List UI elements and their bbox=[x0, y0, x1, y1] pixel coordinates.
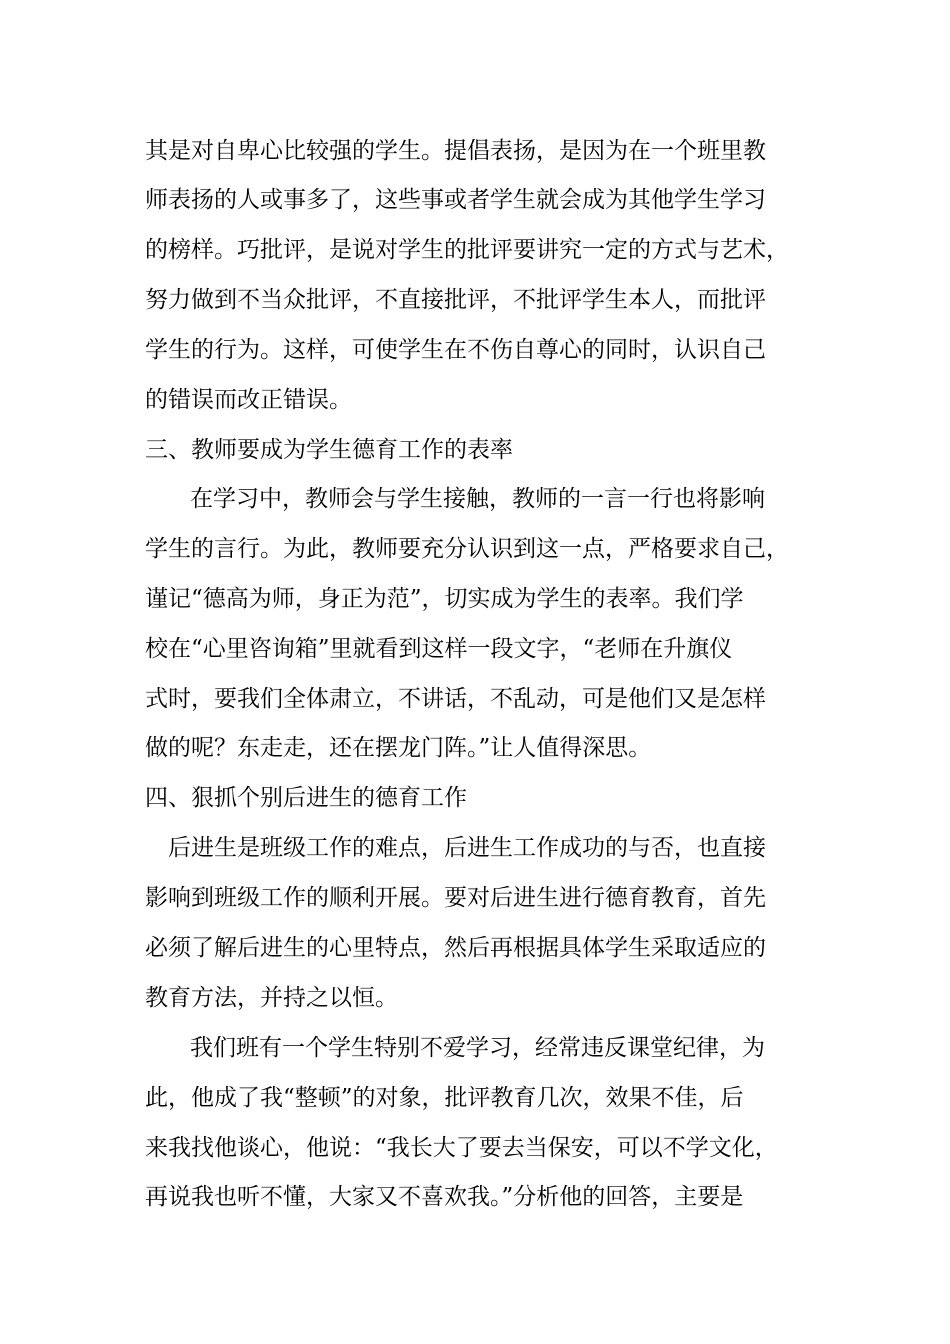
paragraph-line: 我们班有一个学生特别不爱学习，经常违反课堂纪律，为 bbox=[190, 1035, 765, 1061]
section-heading: 三、教师要成为学生德育工作的表率 bbox=[145, 437, 513, 463]
paragraph-line: 谨记“德高为师，身正为范”，切实成为学生的表率。我们学 bbox=[145, 586, 744, 612]
paragraph-line: 此，他成了我“整顿”的对象，批评教育几次，效果不佳，后 bbox=[145, 1085, 744, 1111]
paragraph-line: 努力做到不当众批评，不直接批评，不批评学生本人，而批评 bbox=[145, 287, 766, 313]
paragraph-line: 校在“心里咨询箱”里就看到这样一段文字，“老师在升旗仪 bbox=[145, 636, 733, 662]
section-heading: 四、狠抓个别后进生的德育工作 bbox=[145, 785, 467, 811]
paragraph-line: 影响到班级工作的顺利开展。要对后进生进行德育教育，首先 bbox=[145, 885, 766, 911]
paragraph-line: 师表扬的人或事多了，这些事或者学生就会成为其他学生学习 bbox=[145, 187, 766, 213]
paragraph-line: 学生的行为。这样，可使学生在不伤自尊心的同时，认识自己 bbox=[145, 337, 766, 363]
paragraph-line: 式时，要我们全体肃立，不讲话，不乱动，可是他们又是怎样 bbox=[145, 686, 766, 712]
paragraph-line: 来我找他谈心，他说：“我长大了要去当保安，可以不学文化， bbox=[145, 1135, 778, 1161]
paragraph-line: 其是对自卑心比较强的学生。提倡表扬，是因为在一个班里教 bbox=[145, 138, 766, 164]
paragraph-line: 学生的言行。为此，教师要充分认识到这一点，严格要求自己， bbox=[145, 536, 789, 562]
paragraph-line: 做的呢？东走走，还在摆龙门阵。”让人值得深思。 bbox=[145, 735, 652, 761]
paragraph-line: 再说我也听不懂，大家又不喜欢我。”分析他的回答，主要是 bbox=[145, 1184, 744, 1210]
paragraph-line: 的榜样。巧批评，是说对学生的批评要讲究一定的方式与艺术， bbox=[145, 237, 789, 263]
paragraph-line: 的错误而改正错误。 bbox=[145, 387, 352, 413]
paragraph-line: 在学习中，教师会与学生接触，教师的一言一行也将影响 bbox=[190, 486, 765, 512]
paragraph-line: 教育方法，并持之以恒。 bbox=[145, 985, 398, 1011]
paragraph-line: 后进生是班级工作的难点，后进生工作成功的与否，也直接 bbox=[168, 835, 766, 861]
paragraph-line: 必须了解后进生的心里特点，然后再根据具体学生采取适应的 bbox=[145, 935, 766, 961]
